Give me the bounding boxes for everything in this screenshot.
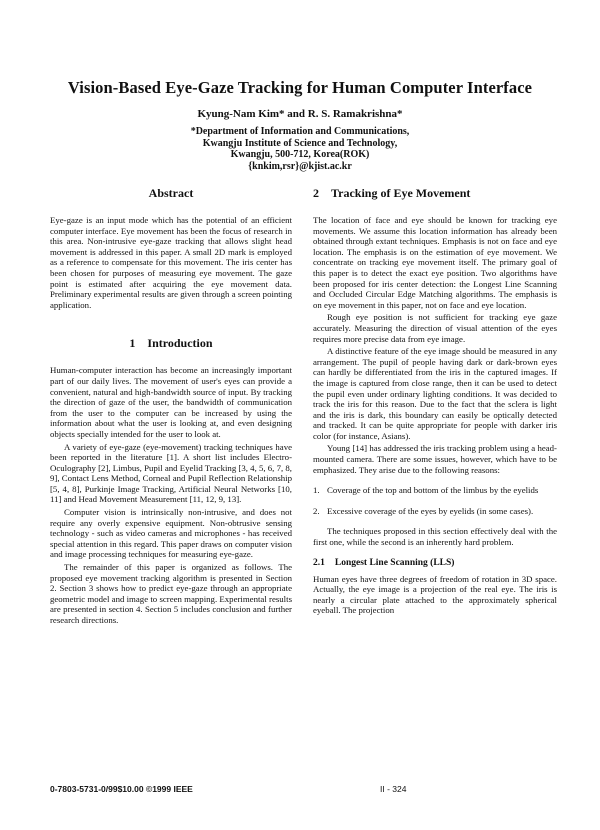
affiliation-line: Kwangju, 500-712, Korea(ROK) — [230, 149, 370, 160]
subsection-number: 2.1 — [313, 557, 325, 568]
section-title: Tracking of Eye Movement — [331, 186, 471, 200]
tracking-heading — [313, 186, 557, 201]
list-item: 1. Coverage of the top and bottom of the limbus by the eyelids — [313, 485, 539, 496]
paper-title: Vision-Based Eye-Gaze Tracking for Human Computer Interface — [67, 78, 533, 97]
affiliation-line: *Department of Information and Communications, — [190, 126, 410, 137]
issue-list — [313, 485, 557, 516]
paragraph: The remainder of this paper is organized as follows. The proposed eye movement tracking algorithm is presented in Section 2. Section 3 shows how to predict eye-gaze through an appropriate geometric model and image to screen mapping. Experimental results are presented in section 4. Section 5 includes conclusion and further research directions. — [50, 562, 292, 625]
paragraph: Rough eye position is not sufficient for tracking eye gaze accurately. Measuring the direction of visual attention of the eyes requires more precise data from eye image. — [313, 312, 557, 344]
paragraph: The location of face and eye should be known for tracking eye movements. We assume this location information has already been obtained through extant techniques. Emphasis is not on face and eye location. The emphasis is on the estimation of eye movement. We concentrate on tracking eye movement itself. The primary goal of this paper is to detect the exact eye position. Two algorithms have been proposed for iris center detection: the Longest Line Scanning and Occluded Circular Edge Matching algorithms. The emphasis is on eye movement in this paper, not on face and eye location. — [313, 215, 557, 310]
subsection-heading — [313, 558, 557, 568]
list-item: 2. Excessive coverage of the eyes by eyelids (in some cases). — [313, 505, 534, 516]
paragraph: A variety of eye-gaze (eye-movement) tracking techniques have been reported in the literature [1]. A short list includes Electro-Oculography [2], Limbus, Pupil and Eyelid Tracking [3, 4, 5, 6, 7, 8, 9], Contact Lens Method, Corneal and Pupil Reflection Relationship [5, 4, 8], Purkinje Image Tracking, Artificial Neural Networks [10, 11] and Head Movement Measurement [11, 12, 9, 13]. — [50, 441, 292, 505]
affiliation-line: Kwangju Institute of Science and Technology, — [202, 137, 398, 149]
page-number: II - 324 — [380, 784, 407, 794]
abstract-heading: Abstract — [148, 186, 194, 200]
paragraph: Computer vision is intrinsically non-intrusive, and does not require any overly expensive equipment. Non-obtrusive sensing technology - such as video cameras and microphones - has received special attention in this regard. This paper draws on computer vision and image processing techniques for measuring eye-gaze. — [50, 507, 292, 560]
section-number: 2 — [313, 186, 319, 200]
right-column — [313, 186, 557, 616]
author-affiliation — [100, 126, 500, 172]
subsection-title: Longest Line Scanning (LLS) — [334, 557, 455, 568]
paragraph: The techniques proposed in this section effectively deal with the first one, while the second is an inherently hard problem. — [313, 526, 557, 548]
section-title: Introduction — [147, 336, 213, 351]
introduction-section — [50, 336, 292, 625]
paper-authors: Kyung-Nam Kim* and R. S. Ramakrishna* — [197, 108, 403, 120]
abstract-text: Eye-gaze is an input mode which has the potential of an efficient computer interface. Eye movement has been the focus of research in this area. Non-intrusive eye-gaze tracking that allows slight head movement is addressed in this paper. A small 2D mark is employed as a reference to compensate for this movement. The iris center has been chosen for purposes of measuring eye movement. The gaze point is estimated after acquiring the eye movement data. Preliminary experimental results are given through a screen pointing application. — [50, 215, 292, 310]
paragraph: Human-computer interaction has become an increasingly important part of our daily lives. The movement of user's eyes can provide a convenient, natural and high-bandwidth source of input. By tracking the direction of gaze of the user, the bandwidth of communication from the user to the computer can be increased by using the information about what the user is looking at, and even designing objects specially intended for the user to look at. — [50, 365, 292, 439]
paragraph: A distinctive feature of the eye image should be measured in any arrangement. The pupil of people having dark or dark-brown eyes can hardly be differentiated from the iris in the captured images. If the image is captured from close range, then it can be used to detect the pupil even under ordinary lighting conditions. It was decided to track the iris for this reason. Due to the fact that the sclera is light and the iris is dark, this boundary can easily be optically detected and tracked. It can be quite appropriate for people with darker iris color (for instance, Asians). — [313, 346, 557, 441]
section-number: 1 — [129, 336, 136, 351]
left-column — [50, 186, 292, 626]
copyright-notice: 0-7803-5731-0/99$10.00 ©1999 IEEE — [50, 784, 193, 794]
paragraph: Young [14] has addressed the iris tracking problem using a head-mounted camera. There are some issues, however, which have to be emphasized. They arise due to the following reasons: — [313, 443, 557, 475]
paragraph: Human eyes have three degrees of freedom of rotation in 3D space. Actually, the eye image is a projection of the real eye. The iris is nearly a circular plate attached to the approximately spherical eyeball. The projection — [313, 573, 557, 616]
introduction-heading — [50, 336, 292, 351]
author-email: {knkim,rsr}@kjist.ac.kr — [248, 160, 352, 172]
